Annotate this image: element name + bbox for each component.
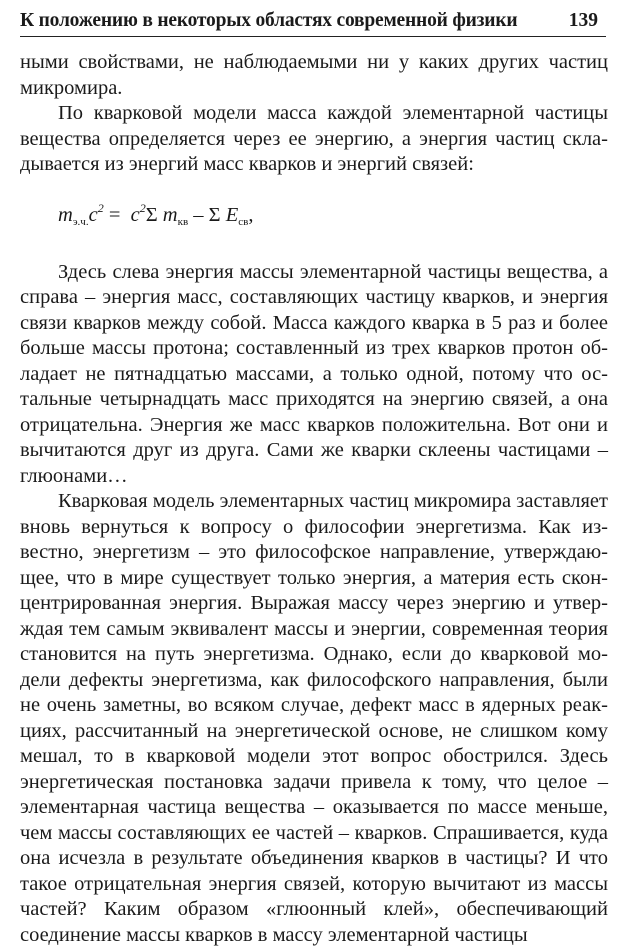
paragraph-formula-explanation: Здесь слева энергия массы элементарной частицы вещества, а справа – энергия масс, составляющих частицу кварков, и энергия связи кварков между собой. Масса каждого кварка в 5 раз и более больше массы протона; составленный из трех кварков протон обладает не пятнадцатью массами, а только одной, потому что остальные четырнадцать масс приходятся на энергию связей, а она отрицательна. Энергия же масс кварков положительна. Вот они и вычитаются друг из друга. Сами же кварки склеены частицами – глюонами… (20, 260, 608, 487)
running-header-title: К положению в некоторых областях современной физики (20, 10, 518, 31)
paragraph-continuation: ными свойствами, не наблюдаемыми ни у каких других частиц микромира. (20, 51, 608, 99)
paragraph-energetism: Кварковая модель элементарных частиц микромира заставляет вновь вернуться к вопросу о философии энергетизма. Как известно, энергетизм – это философское направление, утверждающее, что в мире существует только энергия, а материя есть сконцентрированная энергия. Выражая массу через энергию и утверждая тем самым эквивалент массы и энергии, современная теория становится на путь энергетизма. Однако, если до кварковой модели дефекты энергетизма, как философского направления, были не очень заметны, во всяком случае, дефект масс в ядерных реакциях, рассчитанный на энергетической основе, не слишком кому мешал, то в кварковой модели этот вопрос обострился. Здесь энергетическая постановка задачи привела к тому, что целое – элементарная частица вещества – оказывается по массе меньше, чем массы составляющих ее частей – кварков. Спрашивается, куда она исчезла в результате объединения кварков в частицы? И что такое отрицательная энергия связей, которую вычитают из массы частей? Каким образом «глюонный клей», обеспечивающий соединение массы кварков в массу элементарной частицы (20, 490, 608, 946)
paragraph-quark-model: По кварковой модели масса каждой элементарной частицы вещества определяется через ее энергию, а энергия частиц складывается из энергий масс кварков и энергий связей: (20, 102, 608, 175)
page-number: 139 (568, 10, 598, 31)
running-header (20, 10, 606, 37)
energy-formula: $m_{э.ч.}c^2 = c^2\Sigma$ $m_{кв}$ – Σ $E_{св}$, (58, 200, 254, 228)
body-text (20, 50, 608, 948)
